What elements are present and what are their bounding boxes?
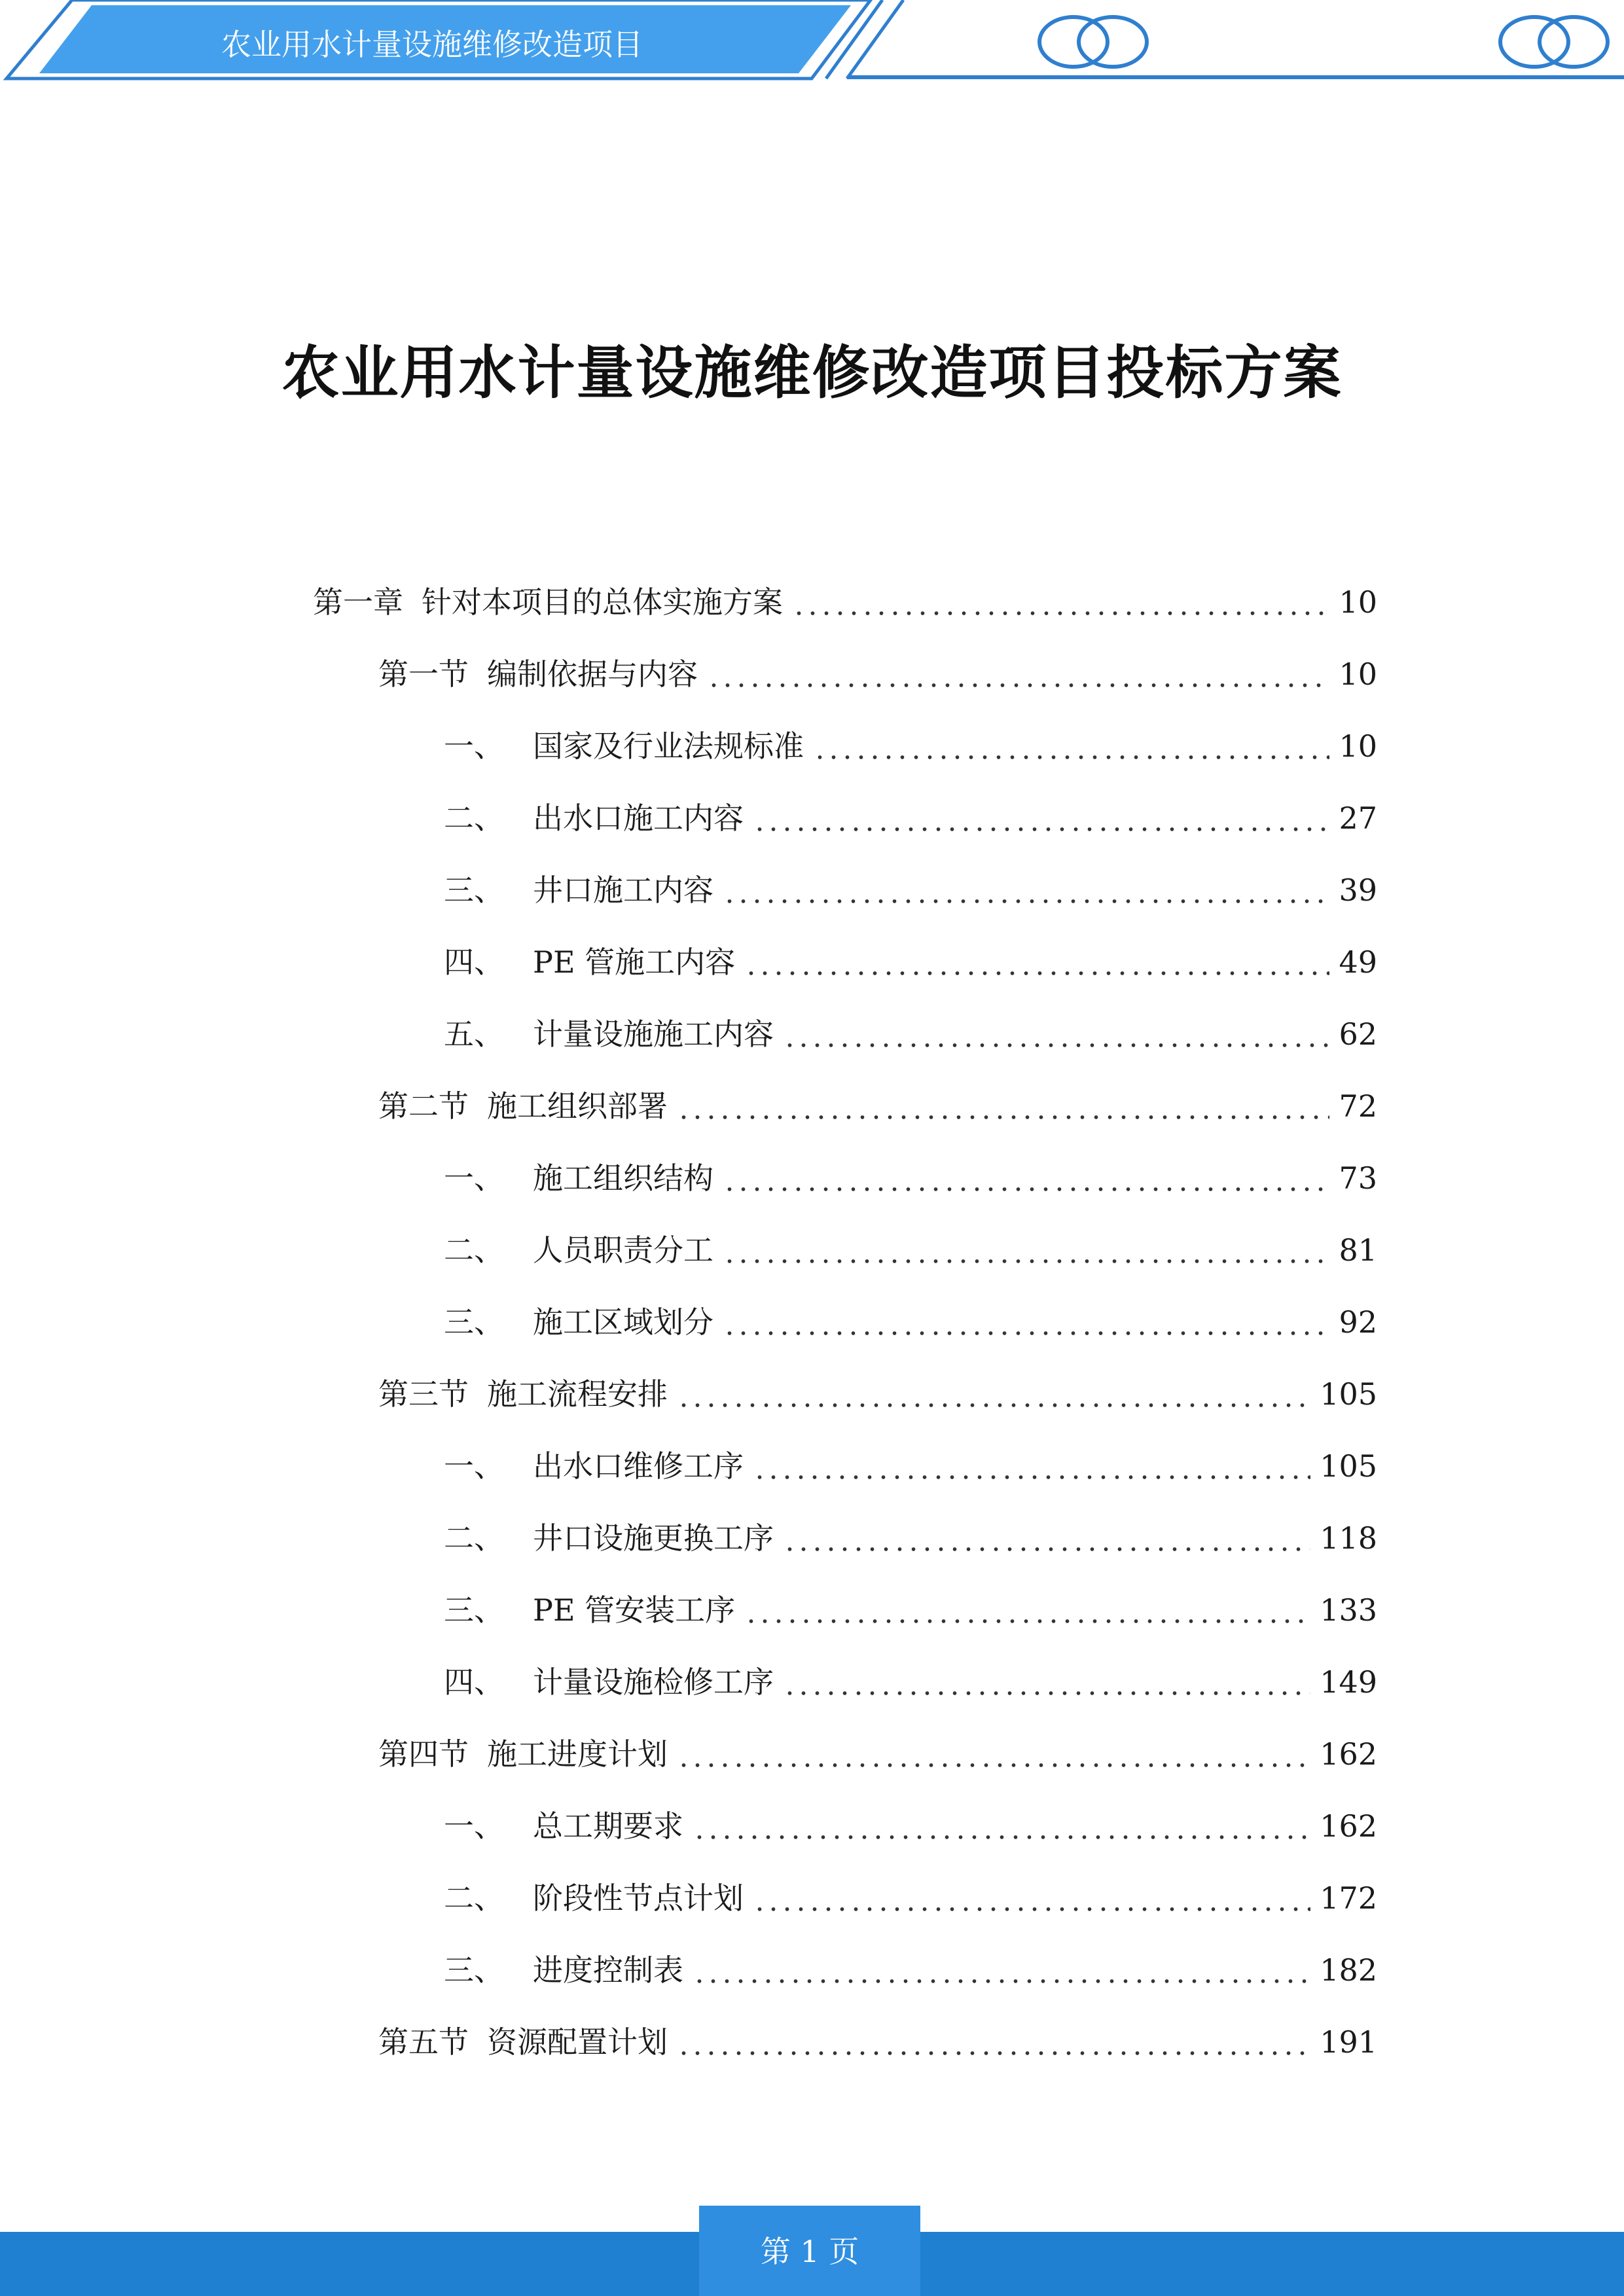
toc-leader-dots — [693, 1834, 1310, 1840]
toc-entry-page: 10 — [1339, 656, 1377, 692]
toc-leader-dots — [744, 1618, 1310, 1624]
toc-entry-title: 施工组织部署 — [487, 1088, 668, 1124]
toc-entry-title: 编制依据与内容 — [487, 656, 698, 692]
toc-entry-title: 计量设施施工内容 — [533, 1016, 774, 1052]
toc-leader-dots — [753, 1474, 1310, 1480]
toc-entry-title: 施工进度计划 — [487, 1736, 668, 1772]
toc-entry-page: 105 — [1320, 1448, 1377, 1484]
toc-entry-number: 一、 — [444, 1160, 504, 1196]
toc-entry[interactable] — [378, 1080, 1377, 1132]
toc-leader-dots — [753, 826, 1329, 833]
toc-entry-page: 10 — [1339, 728, 1377, 764]
toc-entry-number: 二、 — [444, 800, 504, 836]
toc-entry-title: 阶段性节点计划 — [533, 1880, 744, 1916]
toc-entry-number: 二、 — [444, 1232, 504, 1268]
toc-entry-number: 二、 — [444, 1520, 504, 1556]
toc-entry-number: 一、 — [444, 1448, 504, 1484]
toc-entry[interactable] — [444, 1944, 1377, 1996]
toc-entry-number: 第一章 — [313, 584, 403, 620]
toc-leader-dots — [677, 1402, 1310, 1408]
toc-entry-page: 92 — [1339, 1304, 1377, 1340]
toc-entry-page: 72 — [1339, 1088, 1377, 1124]
toc-leader-dots — [792, 610, 1329, 617]
toc-entry[interactable] — [444, 792, 1377, 844]
toc-leader-dots — [783, 1042, 1329, 1049]
toc-entry-number: 三、 — [444, 1304, 504, 1340]
toc-entry-title: 井口施工内容 — [533, 872, 713, 908]
toc-entry-page: 105 — [1320, 1376, 1377, 1412]
toc-entry-page: 133 — [1320, 1592, 1377, 1628]
toc-entry-title: 施工组织结构 — [533, 1160, 713, 1196]
toc-entry-page: 39 — [1339, 872, 1377, 908]
toc-leader-dots — [783, 1546, 1310, 1552]
toc-entry-number: 三、 — [444, 872, 504, 908]
toc-leader-dots — [707, 682, 1329, 689]
page-number: 第 1 页 — [760, 2234, 859, 2269]
toc-entry[interactable] — [444, 1008, 1377, 1060]
toc-entry-number: 第五节 — [378, 2024, 469, 2060]
toc-leader-dots — [783, 1690, 1310, 1696]
toc-entry-title: PE 管安装工序 — [533, 1592, 736, 1628]
toc-entry-title: 施工区域划分 — [533, 1304, 713, 1340]
toc-leader-dots — [723, 1258, 1329, 1265]
toc-entry-title: 人员职责分工 — [533, 1232, 713, 1268]
toc-entry[interactable] — [378, 1728, 1377, 1780]
header-title: 农业用水计量设施维修改造项目 — [221, 27, 643, 62]
page-header — [0, 0, 1624, 92]
toc-entry-title: 出水口施工内容 — [533, 800, 744, 836]
toc-entry-number: 一、 — [444, 728, 504, 764]
toc-entry-page: 73 — [1339, 1160, 1377, 1196]
toc-entry[interactable] — [444, 864, 1377, 916]
toc-entry-page: 162 — [1320, 1736, 1377, 1772]
toc-entry-title: 针对本项目的总体实施方案 — [422, 584, 783, 620]
toc-entry-number: 四、 — [444, 944, 504, 980]
toc-entry-title: 国家及行业法规标准 — [533, 728, 804, 764]
toc-leader-dots — [753, 1906, 1310, 1912]
toc-leader-dots — [723, 898, 1329, 905]
toc-entry-number: 第二节 — [378, 1088, 469, 1124]
toc-entry-title: 进度控制表 — [533, 1952, 683, 1988]
toc-entry[interactable] — [378, 1368, 1377, 1420]
toc-leader-dots — [693, 1978, 1310, 1984]
toc-entry-title: 计量设施检修工序 — [533, 1664, 774, 1700]
toc-entry[interactable] — [444, 1296, 1377, 1348]
toc-entry[interactable] — [444, 1800, 1377, 1852]
double-ring-icon — [1500, 17, 1608, 67]
toc-entry[interactable] — [444, 936, 1377, 988]
toc-entry-number: 第三节 — [378, 1376, 469, 1412]
toc-entry-page: 118 — [1320, 1520, 1377, 1556]
toc-entry-title: 总工期要求 — [533, 1808, 683, 1844]
toc-entry[interactable] — [444, 1440, 1377, 1492]
toc-entry-page: 62 — [1339, 1016, 1377, 1052]
toc-entry-page: 182 — [1320, 1952, 1377, 1988]
toc-leader-dots — [723, 1186, 1329, 1193]
toc-entry[interactable] — [444, 1584, 1377, 1636]
toc-entry-page: 10 — [1339, 584, 1377, 620]
toc-entry-page: 191 — [1320, 2024, 1377, 2060]
toc-leader-dots — [723, 1330, 1329, 1336]
toc-entry-number: 三、 — [444, 1952, 504, 1988]
toc-entry-number: 第四节 — [378, 1736, 469, 1772]
toc-entry[interactable] — [444, 1872, 1377, 1924]
toc-entry-title: 出水口维修工序 — [533, 1448, 744, 1484]
toc-entry-page: 162 — [1320, 1808, 1377, 1844]
toc-entry-title: 井口设施更换工序 — [533, 1520, 774, 1556]
toc-entry-number: 第一节 — [378, 656, 469, 692]
toc-entry-page: 149 — [1320, 1664, 1377, 1700]
toc-leader-dots — [677, 1114, 1329, 1121]
toc-entry[interactable] — [378, 648, 1377, 700]
toc-entry-number: 二、 — [444, 1880, 504, 1916]
toc-leader-dots — [677, 1762, 1310, 1768]
toc-entry-page: 172 — [1320, 1880, 1377, 1916]
toc-entry[interactable] — [444, 1152, 1377, 1204]
toc-entry-title: 资源配置计划 — [487, 2024, 668, 2060]
toc-entry[interactable] — [313, 576, 1377, 628]
toc-entry-page: 81 — [1339, 1232, 1377, 1268]
toc-entry-number: 三、 — [444, 1592, 504, 1628]
toc-entry-page: 49 — [1339, 944, 1377, 980]
toc-leader-dots — [744, 970, 1329, 977]
toc-entry-number: 五、 — [444, 1016, 504, 1052]
toc-leader-dots — [677, 2050, 1310, 2056]
toc-entry[interactable] — [444, 720, 1377, 772]
toc-entry[interactable] — [444, 1512, 1377, 1564]
toc-entry-number: 一、 — [444, 1808, 504, 1844]
toc-entry-page: 27 — [1339, 800, 1377, 836]
toc-entry[interactable] — [444, 1224, 1377, 1276]
double-ring-icon — [1039, 17, 1147, 67]
toc-entry[interactable] — [378, 2016, 1377, 2068]
toc-entry-title: 施工流程安排 — [487, 1376, 668, 1412]
document-title: 农业用水计量设施维修改造项目投标方案 — [281, 339, 1343, 406]
toc-entry[interactable] — [444, 1656, 1377, 1708]
toc-entry-number: 四、 — [444, 1664, 504, 1700]
toc-leader-dots — [813, 754, 1329, 761]
toc-entry-title: PE 管施工内容 — [533, 944, 736, 980]
